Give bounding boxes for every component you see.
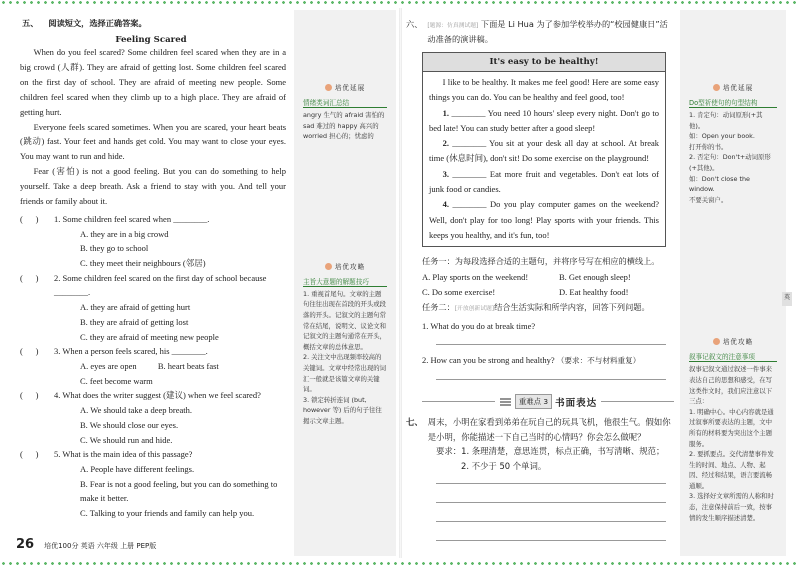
tip-line: angry 生气的 afraid 害怕的: [303, 111, 385, 119]
answer-line-1[interactable]: [436, 344, 666, 345]
book-info: 培优100分 英语 六年级 上册 PEP版: [44, 542, 157, 550]
task-2-text: 结合生活实际和所学内容，回答下列问题。: [494, 302, 650, 313]
answer-blank-4[interactable]: ( ): [20, 390, 39, 401]
q1-option-c: C. they meet their neighbours (邻居): [80, 258, 206, 269]
tip-box-main-idea: [299, 255, 391, 432]
req-text: 1. 条理清楚，意思连贯，标点正确，书写清晰、规范；: [461, 446, 665, 457]
tip-title: 培优延展: [303, 82, 387, 92]
question-list: [14, 212, 288, 521]
q1-option-a: A. they are in a big crowd: [80, 228, 169, 239]
tip-line: 2. 关注文中出现频率较高的关键词。文章中经常出现的词汇一般就是该篇文章的关键词。: [303, 353, 387, 394]
question-3-text: 3. When a person feels scared, his ________.: [54, 346, 208, 357]
tip-line: 1. 肯定句：动词原形(+其他)。: [689, 111, 763, 130]
item-text: ________ You need 10 hours' sleep every night. Don't go to bed late! You can study better after a good sleep!: [429, 107, 659, 133]
speech-item-2: [429, 136, 659, 167]
writing-line-3[interactable]: [436, 521, 666, 522]
section6-number: 六、: [406, 19, 423, 29]
q5-option-c: C. Talking to your friends and family can help you.: [80, 508, 255, 519]
section6-heading: [406, 18, 674, 46]
tip-subtitle: 叙事记叙文的注意事项: [689, 351, 777, 362]
tip-line: 1. 明确中心。中心内容就是通过叙事所要表达的主题，文中所有的材料要为突出这个主题服务。: [689, 407, 774, 448]
task-2-label: 任务二：: [422, 302, 455, 313]
choice-b: B. Get enough sleep!: [559, 272, 631, 283]
speech-body: [423, 72, 665, 246]
task-2-instruction: [406, 301, 674, 316]
banner-tag: [495, 394, 601, 409]
tip-body: [303, 110, 387, 142]
item-number: 4.: [442, 199, 449, 210]
banner-line-right: [601, 401, 674, 402]
tip-body: [689, 364, 777, 523]
tip-line: 叙事记叙文通过叙述一件事来表达自己的思想和感受，在写这类作文时，我们应注意以下三点：: [689, 365, 773, 406]
answer-blank-5[interactable]: ( ): [20, 449, 39, 460]
item-text: ________ Eat more fruit and vegetables. Don't eat lots of junk food or candies.: [429, 168, 659, 195]
writing-requirements: [406, 444, 674, 473]
tip-line: 如：Open your book.: [689, 132, 755, 141]
section6-instruction-text: 下面是 Li Hua 为了参加学校举办的“校园健康日”活动准备的演讲稿。: [427, 19, 668, 44]
speech-item-4: [429, 197, 659, 243]
right-main-column: [406, 10, 674, 556]
tip-body: [303, 289, 387, 427]
question-2-text: 2. Some children feel scared on the first day of school because ________.: [54, 272, 267, 298]
tip-subtitle: Do型祈使句的句型结构: [689, 97, 777, 108]
writing-line-1[interactable]: [436, 483, 666, 484]
q1-option-b: B. they go to school: [80, 243, 149, 254]
question-5: [14, 447, 288, 462]
question-1-text: 1. Some children feel scared when ________.: [54, 213, 210, 224]
question-break-time: 1. What do you do at break time?: [422, 321, 536, 332]
tip-box-vocab: [299, 76, 391, 147]
writing-line-2[interactable]: [436, 502, 666, 503]
section5-instruction: 阅读短文，选择正确答案。: [48, 18, 147, 28]
banner-line-left: [422, 401, 495, 402]
q2-text: 2. How can you be strong and healthy?: [422, 355, 555, 366]
tip-line: 3. 锁定转折连词 (but, however 等) 后的句子往往揭示文章主题。: [303, 395, 382, 425]
tip-line: 不要关窗户。: [689, 195, 728, 204]
stack-icon: [499, 396, 512, 407]
page-fold: [399, 8, 402, 558]
section5-number: 五、: [22, 18, 39, 28]
q2-option-a: A. they are afraid of getting hurt: [80, 302, 191, 313]
req-label: 要求：: [436, 446, 462, 457]
speech-box: [422, 52, 666, 247]
tip-line: 打开你的书。: [689, 142, 728, 151]
top-dotted-border: [0, 0, 800, 5]
speech-title: It's easy to be healthy!: [423, 53, 665, 72]
q4-option-b: B. We should close our eyes.: [80, 419, 179, 430]
bottom-dotted-border: [0, 561, 800, 566]
side-tab: 英: [782, 292, 792, 306]
section5-heading: [14, 18, 288, 29]
banner-label: 重难点 3: [515, 394, 552, 409]
q2-option-c: C. they are afraid of meeting new people: [80, 331, 219, 342]
task-2-hint: [开放创新试题]: [454, 306, 495, 313]
tip-subtitle: 情绪类词汇总结: [303, 97, 387, 108]
q5-option-b: B. Fear is not a good feeling, but you can do something to make it better.: [80, 478, 278, 504]
tip-subtitle: 主旨大意题的解题技巧: [303, 276, 387, 287]
page-number: 26: [16, 537, 35, 552]
question-3: [14, 344, 288, 359]
passage-paragraph-3: Fear (害怕) is not a good feeling. But you can do something to help yourself. Take a deep breath. Ask a friend to stay with you. And tell your friends or family about it.: [20, 166, 286, 207]
answer-blank-3[interactable]: ( ): [20, 346, 39, 357]
section6-hint: [题源：仿真测试题]: [427, 23, 479, 29]
section6-instruction: [427, 18, 674, 46]
q2-note: （要求：不与材料重复）: [556, 356, 641, 366]
section7-text: 周末，小明在家看到弟弟在玩自己的玩具飞机，他很生气。假如你是小明，你能描述一下自己当时的心情吗？你会怎么做呢？: [427, 417, 671, 442]
speech-intro: I like to be healthy. It makes me feel good! Here are some easy things you can do. You can be healthy and feel good, too!: [429, 77, 659, 103]
tip-title: 培优延展: [689, 82, 777, 92]
answer-blank-2[interactable]: ( ): [20, 272, 39, 283]
section7-heading: [406, 415, 674, 444]
tip-title: 培优攻略: [303, 261, 387, 271]
q5-option-a: A. People have different feelings.: [80, 463, 195, 474]
q2-option-b: B. they are afraid of getting lost: [80, 316, 189, 327]
question-5-text: 5. What is the main idea of this passage?: [54, 449, 193, 460]
tip-box-imperative: [685, 76, 781, 210]
page-footer: [16, 537, 156, 552]
right-page: [406, 10, 794, 556]
choice-d: D. Eat healthy food!: [559, 286, 629, 297]
item-text: ________ You sit at your desk all day at school. At break time (休息时间), don't sit! Do some exercise on the playground!: [429, 138, 659, 164]
speech-item-3: [429, 167, 659, 198]
q3-option-ab: A. eyes are open B. heart beats fast: [80, 361, 219, 371]
writing-line-4[interactable]: [436, 540, 666, 541]
item-text: ________ Do you play computer games on the weekend? Well, don't play for too long! Play sports with your friends. This keeps you healthy, and it's fun, too!: [429, 199, 660, 240]
tip-line: 2. 要抓要点。交代清楚事件发生的时间、地点、人物、起因、经过和结果，语言要流畅通顺。: [689, 450, 774, 490]
q3-option-c: C. feet become warm: [80, 375, 153, 386]
requirement-2: 2. 不少于 50 个单词。: [461, 460, 547, 471]
banner-title: 书面表达: [555, 397, 598, 409]
right-side-column: [680, 10, 786, 556]
q4-option-c: C. We should run and hide.: [80, 434, 173, 445]
choice-a: A. Play sports on the weekend!: [422, 272, 529, 283]
topic-sentence-choices: [406, 270, 674, 299]
passage-paragraph-1: When do you feel scared? Some children feel scared when they are in a big crowd (人群). They are afraid of getting lost. Some children feel scared on the first day of school. They are afraid of meeting new people. Some children feel scared when they climb up to a high place. They are afraid of getting hurt.: [20, 47, 286, 117]
left-side-column: [294, 10, 396, 556]
tip-line: sad 难过的 happy 高兴的: [303, 121, 379, 130]
question-2: [14, 271, 288, 300]
tip-line: 3. 选择好文章所需的人称和时态，注意保持前后一致，按事情的发生顺序描述清楚。: [689, 492, 774, 522]
item-number: 1.: [442, 107, 449, 118]
speech-item-1: [429, 106, 659, 137]
tip-box-narrative: [685, 330, 781, 528]
tip-title: 培优攻略: [689, 336, 777, 346]
section-banner: [422, 394, 674, 409]
question-strong-healthy: [406, 353, 674, 368]
passage-paragraph-2: Everyone feels scared sometimes. When you are scared, your heart beats (跳动) fast. Your feet and hands get cold. You may want to close your eyes. You may want to run and hide.: [20, 121, 286, 162]
choice-c: C. Do some exercise!: [422, 286, 496, 297]
question-4-text: 4. What does the writer suggest (建议) when we feel scared?: [54, 390, 261, 401]
left-page: [14, 10, 396, 556]
task-1-instruction: 任务一：为每段选择合适的主题句，并将序号写在相应的横线上。: [422, 256, 660, 267]
tip-line: 1. 重视首尾句。文章的主题句往往出现在首段的开头或段落的开头。记叙文的主题句常常在结尾，说明文、议论文和记叙文的主题句通常在开头，概括文章的总体意思。: [303, 289, 387, 351]
item-number: 3.: [442, 168, 449, 179]
answer-line-2[interactable]: [436, 379, 666, 380]
tip-line: 2. 否定句：Don't+动词原形(+其他)。: [689, 153, 771, 172]
tip-line: 如：Don't close the window.: [689, 174, 750, 194]
item-number: 2.: [442, 138, 449, 149]
q4-option-a: A. We should take a deep breath.: [80, 405, 192, 416]
question-1: [14, 212, 288, 227]
section7-number: 七、: [406, 417, 423, 428]
passage-title: Feeling Scared: [115, 35, 187, 45]
question-4: [14, 388, 288, 403]
left-main-column: [14, 10, 288, 556]
tip-line: worried 担心的；忧虑的: [303, 132, 374, 141]
tip-body: [689, 110, 777, 205]
requirement-1: [436, 444, 674, 459]
answer-blank-1[interactable]: ( ): [20, 213, 39, 224]
